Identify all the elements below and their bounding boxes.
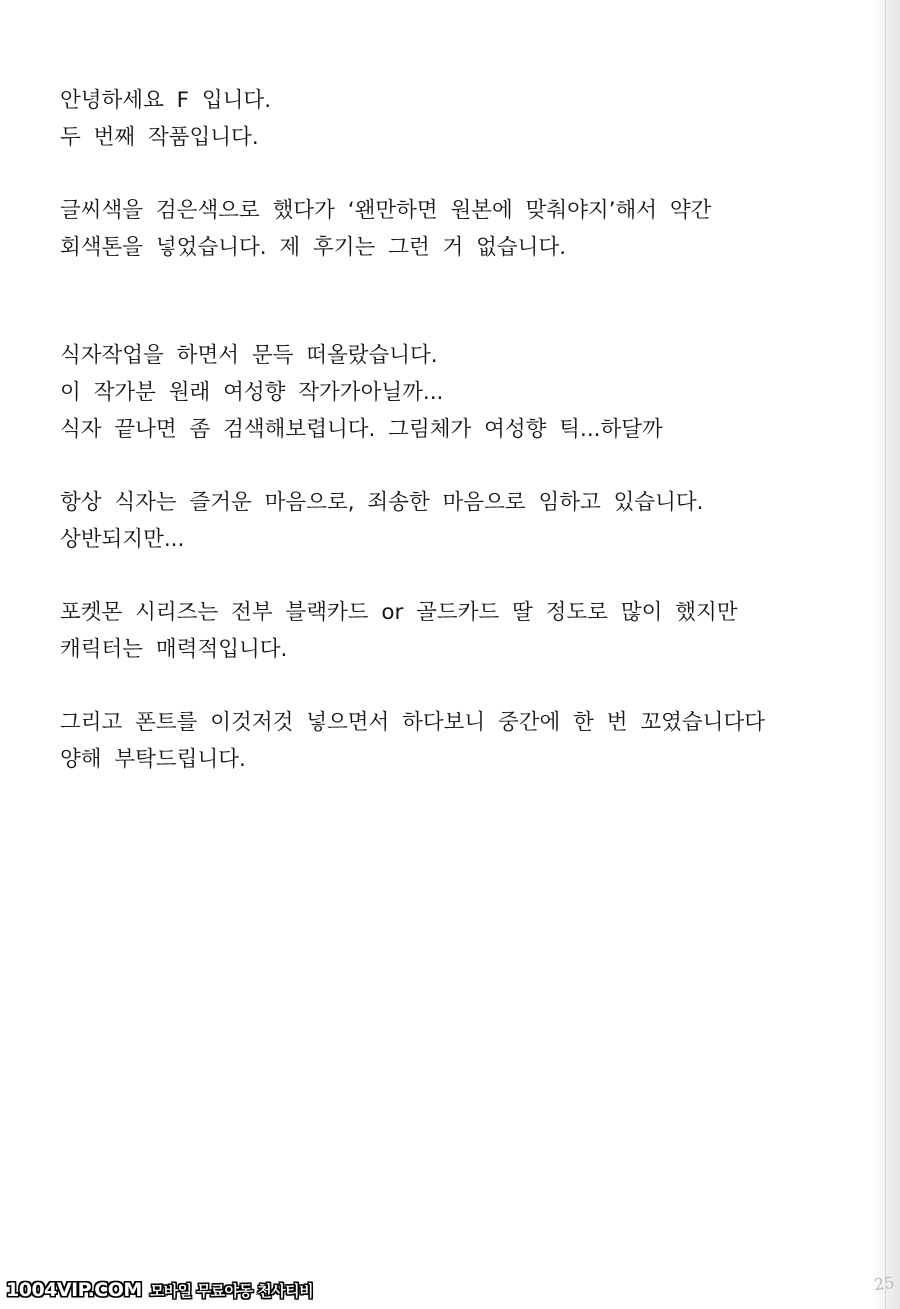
text-line: 상반되지만... xyxy=(60,527,185,552)
text-line: 식자 끝나면 좀 검색해보렵니다. 그림체가 여성향 틱...하달까 xyxy=(60,417,663,442)
watermark-site: 1004VIP.COM xyxy=(6,1279,142,1301)
paragraph-apology xyxy=(60,704,860,778)
text-line: 양해 부탁드립니다. xyxy=(60,747,246,772)
text-line: 회색톤을 넣었습니다. 제 후기는 그런 거 없습니다. xyxy=(60,235,567,260)
page-edge-line xyxy=(885,0,886,1309)
watermark-tagline: 모바일 무료야동 천사티비 xyxy=(149,1282,314,1300)
text-line: 항상 식자는 즐거운 마음으로, 죄송한 마음으로 임하고 있습니다. xyxy=(60,490,704,515)
page-edge-shadow xyxy=(872,0,900,1309)
paragraph-attitude xyxy=(60,484,860,558)
afterword-text xyxy=(60,82,860,778)
text-line: 글씨색을 검은색으로 했다가 ‘왠만하면 원본에 맞춰야지’해서 약간 xyxy=(60,198,712,223)
text-line: 포켓몬 시리즈는 전부 블랙카드 or 골드카드 딸 정도로 많이 했지만 xyxy=(60,600,738,625)
text-line: 두 번째 작품입니다. xyxy=(60,125,259,150)
text-line: 그리고 폰트를 이것저것 넣으면서 하다보니 중간에 한 번 꼬였습니다다 xyxy=(60,710,765,735)
text-line: 캐릭터는 매력적입니다. xyxy=(60,637,288,662)
watermark xyxy=(6,1279,313,1301)
paragraph-pokemon xyxy=(60,594,860,668)
text-line: 안녕하세요 F 입니다. xyxy=(60,88,272,113)
paragraph-author-thoughts xyxy=(60,337,860,448)
page-number: 25 xyxy=(872,1272,896,1295)
text-line: 이 작가분 원래 여성향 작가가아닐까... xyxy=(60,380,444,405)
paragraph-greeting xyxy=(60,82,860,156)
paragraph-font-color xyxy=(60,192,860,266)
text-line: 식자작업을 하면서 문득 떠올랐습니다. xyxy=(60,343,438,368)
